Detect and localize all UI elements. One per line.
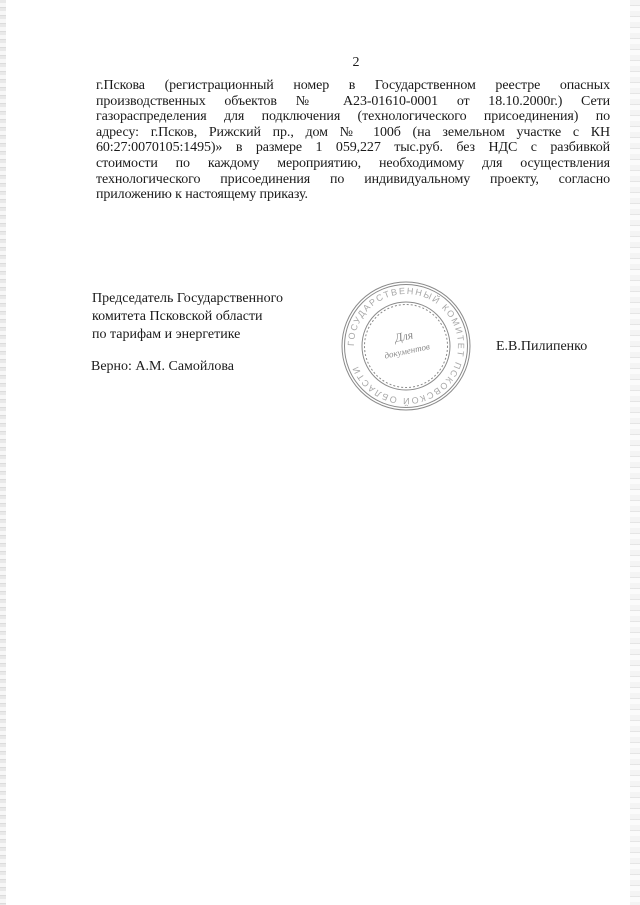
verified-copy-note: Верно: А.М. Самойлова bbox=[91, 359, 235, 374]
position-line: по тарифам и энергетике bbox=[92, 327, 241, 342]
body-line: производственных объектов № А23-01610-0001 от 18.10.2000г.) Сети bbox=[96, 93, 610, 109]
body-line: г.Пскова (регистрационный номер в Государственном реестре опасных bbox=[96, 78, 610, 93]
signer-name: Е.В.Пилипенко bbox=[496, 339, 588, 354]
seal-center-line2: документов bbox=[383, 341, 431, 361]
official-seal bbox=[338, 278, 474, 414]
position-line: Председатель Государственного bbox=[92, 291, 284, 306]
body-paragraph bbox=[96, 78, 610, 203]
body-line: приложению к настоящему приказу. bbox=[96, 187, 308, 203]
body-line: газораспределения для подключения (технологического присоединения) по bbox=[96, 109, 610, 125]
body-line: 60:27:0070105:1495)» в размере 1 059,227 тыс.руб. без НДС с разбивкой bbox=[96, 140, 610, 156]
scan-edge-right bbox=[630, 0, 640, 905]
body-line: технологического присоединения по индивидуальному проекту, согласно bbox=[96, 171, 610, 187]
seal-outer-text: ГОСУДАРСТВЕННЫЙ КОМИТЕТ ПСКОВСКОЙ ОБЛАСТИ bbox=[345, 285, 467, 407]
signatory-position bbox=[92, 290, 283, 344]
body-line: стоимости по каждому мероприятию, необходимому для осуществления bbox=[96, 155, 610, 171]
scan-edge-left bbox=[0, 0, 6, 905]
page-number: 2 bbox=[352, 55, 360, 70]
position-line: комитета Псковской области bbox=[92, 309, 263, 324]
body-line: адресу: г.Псков, Рижский пр., дом № 100б (на земельном участке с КН bbox=[96, 124, 610, 140]
seal-center-line1: Для bbox=[393, 327, 415, 345]
